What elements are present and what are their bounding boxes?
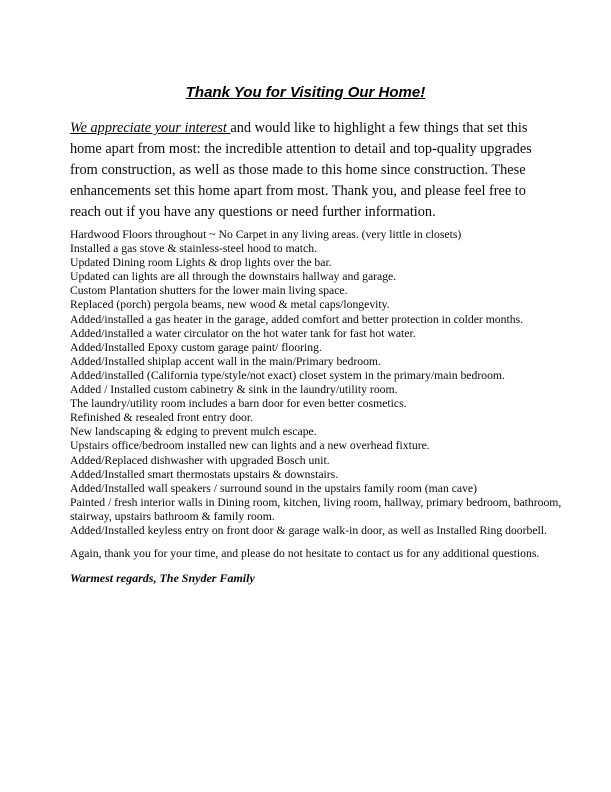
list-item: Added / Installed custom cabinetry & sink in the laundry/utility room. [70, 383, 398, 397]
signature: Warmest regards, The Snyder Family [70, 571, 255, 586]
list-item: Added/installed a gas heater in the garage, added comfort and better protection in colder months. [70, 312, 524, 326]
list-item: Added/Installed wall speakers / surround sound in the upstairs family room (man cave) [70, 481, 478, 495]
list-item: Hardwood Floors throughout ~ No Carpet in any living areas. (very little in closets) [70, 228, 462, 241]
list-item: Added/Replaced dishwasher with upgraded Bosch unit. [70, 453, 330, 467]
intro-paragraph [70, 118, 551, 223]
list-item: New landscaping & edging to prevent mulch escape. [70, 425, 317, 439]
list-item: Added/Installed shiplap accent wall in the main/Primary bedroom. [70, 354, 381, 368]
upgrade-list [70, 228, 562, 538]
list-item: Upstairs office/bedroom installed new can lights and a new overhead fixture. [70, 439, 430, 453]
list-item: Added/Installed Epoxy custom garage paint/ flooring. [70, 340, 322, 354]
document-title: Thank You for Visiting Our Home! [185, 84, 426, 101]
list-item: Updated can lights are all through the downstairs hallway and garage. [70, 270, 397, 284]
intro-lead: We appreciate your interest [70, 120, 231, 136]
list-item: Added/Installed keyless entry on front door & garage walk-in door, as well as Installed Ring doorbell. [70, 523, 547, 537]
list-item: Replaced (porch) pergola beams, new wood & metal caps/longevity. [70, 298, 390, 312]
list-item: Added/installed (California type/style/not exact) closet system in the primary/main bedroom. [70, 368, 505, 382]
list-item: Updated Dining room Lights & drop lights over the bar. [70, 256, 332, 270]
list-item: Installed a gas stove & stainless-steel hood to match. [70, 242, 318, 256]
list-item: The laundry/utility room includes a barn door for even better cosmetics. [70, 397, 407, 411]
list-item: Added/Installed smart thermostats upstairs & downstairs. [70, 467, 339, 481]
list-item: Added/installed a water circulator on the hot water tank for fast hot water. [70, 326, 416, 340]
list-item: Refinished & resealed front entry door. [70, 411, 254, 425]
list-item: Painted / fresh interior walls in Dining room, kitchen, living room, hallway, primary bedroom, bathroom, stairway, upstairs bathroom & family room. [70, 495, 562, 523]
intro-body: and would like to highlight a few things that set this home apart from most: the incredible attention to detail and top-quality upgrades from construction, as well as those made to this home since construction. These enhancements set this home apart from most. Thank you, and please feel free to reach out if you have any questions or need further information. [70, 120, 532, 220]
list-item: Custom Plantation shutters for the lower main living space. [70, 284, 348, 298]
closing-paragraph: Again, thank you for your time, and please do not hesitate to contact us for any additional questions. [70, 547, 540, 561]
